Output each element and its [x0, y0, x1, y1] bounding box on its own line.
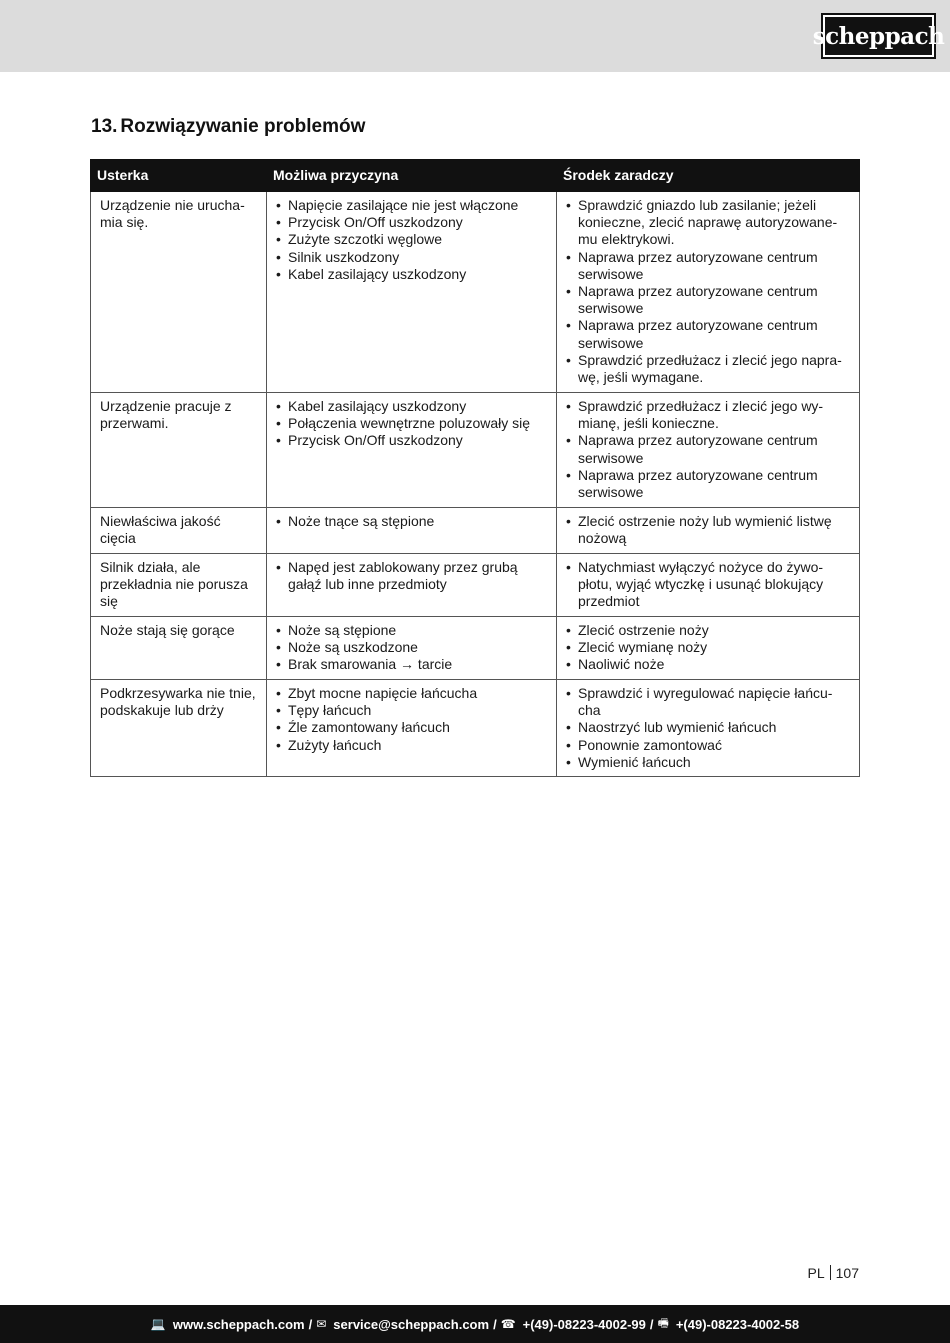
cause-list [275, 197, 548, 283]
list-item: • Tępy łańcuch [275, 702, 548, 719]
list-item: • Wymienić łańcuch [565, 754, 851, 771]
remedy-list [565, 398, 851, 501]
cause-cell [267, 393, 557, 508]
list-item: • Naprawa przez autoryzowane centrum serwisowe [565, 317, 851, 351]
remedy-cell [557, 192, 860, 393]
remedy-cell [557, 617, 860, 680]
list-item: • Silnik uszkodzony [275, 249, 548, 266]
list-item: • Zlecić ostrzenie noży [565, 622, 851, 639]
cause-list [275, 685, 548, 754]
list-item: • Noże są stępione [275, 622, 548, 639]
list-item: • Połączenia wewnętrzne poluzowały się [275, 415, 548, 432]
table-row [91, 554, 860, 617]
cause-cell [267, 554, 557, 617]
cause-list [275, 622, 548, 674]
table-row [91, 680, 860, 777]
list-item: • Kabel zasilający uszkodzony [275, 398, 548, 415]
list-item: • Noże są uszkodzone [275, 639, 548, 656]
column-header-cause: Możliwa przyczyna [267, 160, 557, 192]
fault-cell: Niewłaściwa jakość cięcia [91, 508, 267, 554]
table-row [91, 508, 860, 554]
remedy-list [565, 197, 851, 386]
remedy-cell [557, 554, 860, 617]
cause-list [275, 559, 548, 593]
list-item: • Naprawa przez autoryzowane centrum serwisowe [565, 283, 851, 317]
fault-cell: Noże stają się gorące [91, 617, 267, 680]
cause-cell [267, 680, 557, 777]
list-item: • Ponownie zamontować [565, 737, 851, 754]
list-item: • Naoliwić noże [565, 656, 851, 673]
table-row [91, 617, 860, 680]
page-number [808, 1265, 859, 1281]
list-item: • Sprawdzić i wyregulować napięcie łańcu-cha [565, 685, 851, 719]
cause-cell [267, 617, 557, 680]
footer-email[interactable]: service@scheppach.com [333, 1316, 490, 1332]
header-bar [0, 0, 950, 72]
remedy-cell [557, 393, 860, 508]
page-number-value: 107 [835, 1265, 859, 1281]
list-item: • Przycisk On/Off uszkodzony [275, 432, 548, 449]
list-item: • Przycisk On/Off uszkodzony [275, 214, 548, 231]
footer-separator: / [308, 1316, 313, 1332]
list-item: • Zbyt mocne napięcie łańcucha [275, 685, 548, 702]
section-title [91, 116, 365, 138]
list-item: • Zużyty łańcuch [275, 737, 548, 754]
footer-separator: / [649, 1316, 654, 1332]
remedy-list [565, 559, 851, 611]
footer-separator: / [493, 1316, 497, 1332]
list-item: • Naprawa przez autoryzowane centrum serwisowe [565, 249, 851, 283]
cause-cell [267, 192, 557, 393]
page-language: PL [807, 1265, 825, 1281]
column-header-fault: Usterka [91, 160, 267, 192]
mail-icon: ✉ [316, 1317, 327, 1331]
phone-icon: ☎ [500, 1317, 516, 1331]
fault-cell: Urządzenie pracuje z przerwami. [91, 393, 267, 508]
fault-cell: Urządzenie nie urucha-mia się. [91, 192, 267, 393]
cause-cell [267, 508, 557, 554]
list-item: • Naprawa przez autoryzowane centrum serwisowe [565, 467, 851, 501]
footer-bar [0, 1305, 950, 1343]
column-header-remedy: Środek zaradczy [557, 160, 860, 192]
section-title-text: Rozwiązywanie problemów [120, 116, 366, 137]
remedy-list [565, 685, 851, 771]
list-item: • Noże tnące są stępione [275, 513, 548, 530]
table-row [91, 393, 860, 508]
list-item: • Zlecić wymianę noży [565, 639, 851, 656]
cause-list [275, 398, 548, 450]
list-item: • Zlecić ostrzenie noży lub wymienić listwę nożową [565, 513, 851, 547]
list-item: • Zużyte szczotki węglowe [275, 231, 548, 248]
remedy-list [565, 622, 851, 674]
list-item: • Sprawdzić gniazdo lub zasilanie; jeżeli konieczne, zlecić naprawę autoryzowane-mu elektrykowi. [565, 197, 851, 249]
remedy-cell [557, 680, 860, 777]
fault-cell: Podkrzesywarka nie tnie, podskakuje lub drży [91, 680, 267, 777]
remedy-cell [557, 508, 860, 554]
list-item: • Natychmiast wyłączyć nożyce do żywo-płotu, wyjąć wtyczkę i usunąć blokujący przedmiot [565, 559, 851, 611]
list-item: • Naprawa przez autoryzowane centrum serwisowe [565, 432, 851, 466]
list-item: • Kabel zasilający uszkodzony [275, 266, 548, 283]
table-row [91, 192, 860, 393]
list-item: • Naostrzyć lub wymienić łańcuch [565, 719, 851, 736]
list-item: • Sprawdzić przedłużacz i zlecić jego wy-mianę, jeśli konieczne. [565, 398, 851, 432]
list-item: • Napięcie zasilające nie jest włączone [275, 197, 548, 214]
list-item: • Źle zamontowany łańcuch [275, 719, 548, 736]
page-number-divider [830, 1265, 831, 1280]
footer-website[interactable]: www.scheppach.com [172, 1316, 305, 1332]
troubleshooting-table [90, 159, 860, 777]
brand-logo [812, 13, 945, 59]
list-item: • Brak smarowania → tarcie [275, 656, 548, 673]
remedy-list [565, 513, 851, 547]
fax-icon: 🖷 [657, 1315, 669, 1330]
list-item: • Napęd jest zablokowany przez grubą gałąź lub inne przedmioty [275, 559, 548, 593]
cause-list [275, 513, 548, 530]
list-item: • Sprawdzić przedłużacz i zlecić jego napra-wę, jeśli wymagane. [565, 352, 851, 386]
computer-icon: 💻 [150, 1317, 166, 1331]
brand-logo-text: scheppach [812, 22, 945, 50]
fault-cell: Silnik działa, ale przekładnia nie porusza się [91, 554, 267, 617]
section-number: 13. [91, 116, 118, 137]
table-header-row [91, 160, 860, 192]
footer-phone: +(49)-08223-4002-99 [522, 1316, 646, 1332]
footer-fax: +(49)-08223-4002-58 [675, 1316, 800, 1332]
